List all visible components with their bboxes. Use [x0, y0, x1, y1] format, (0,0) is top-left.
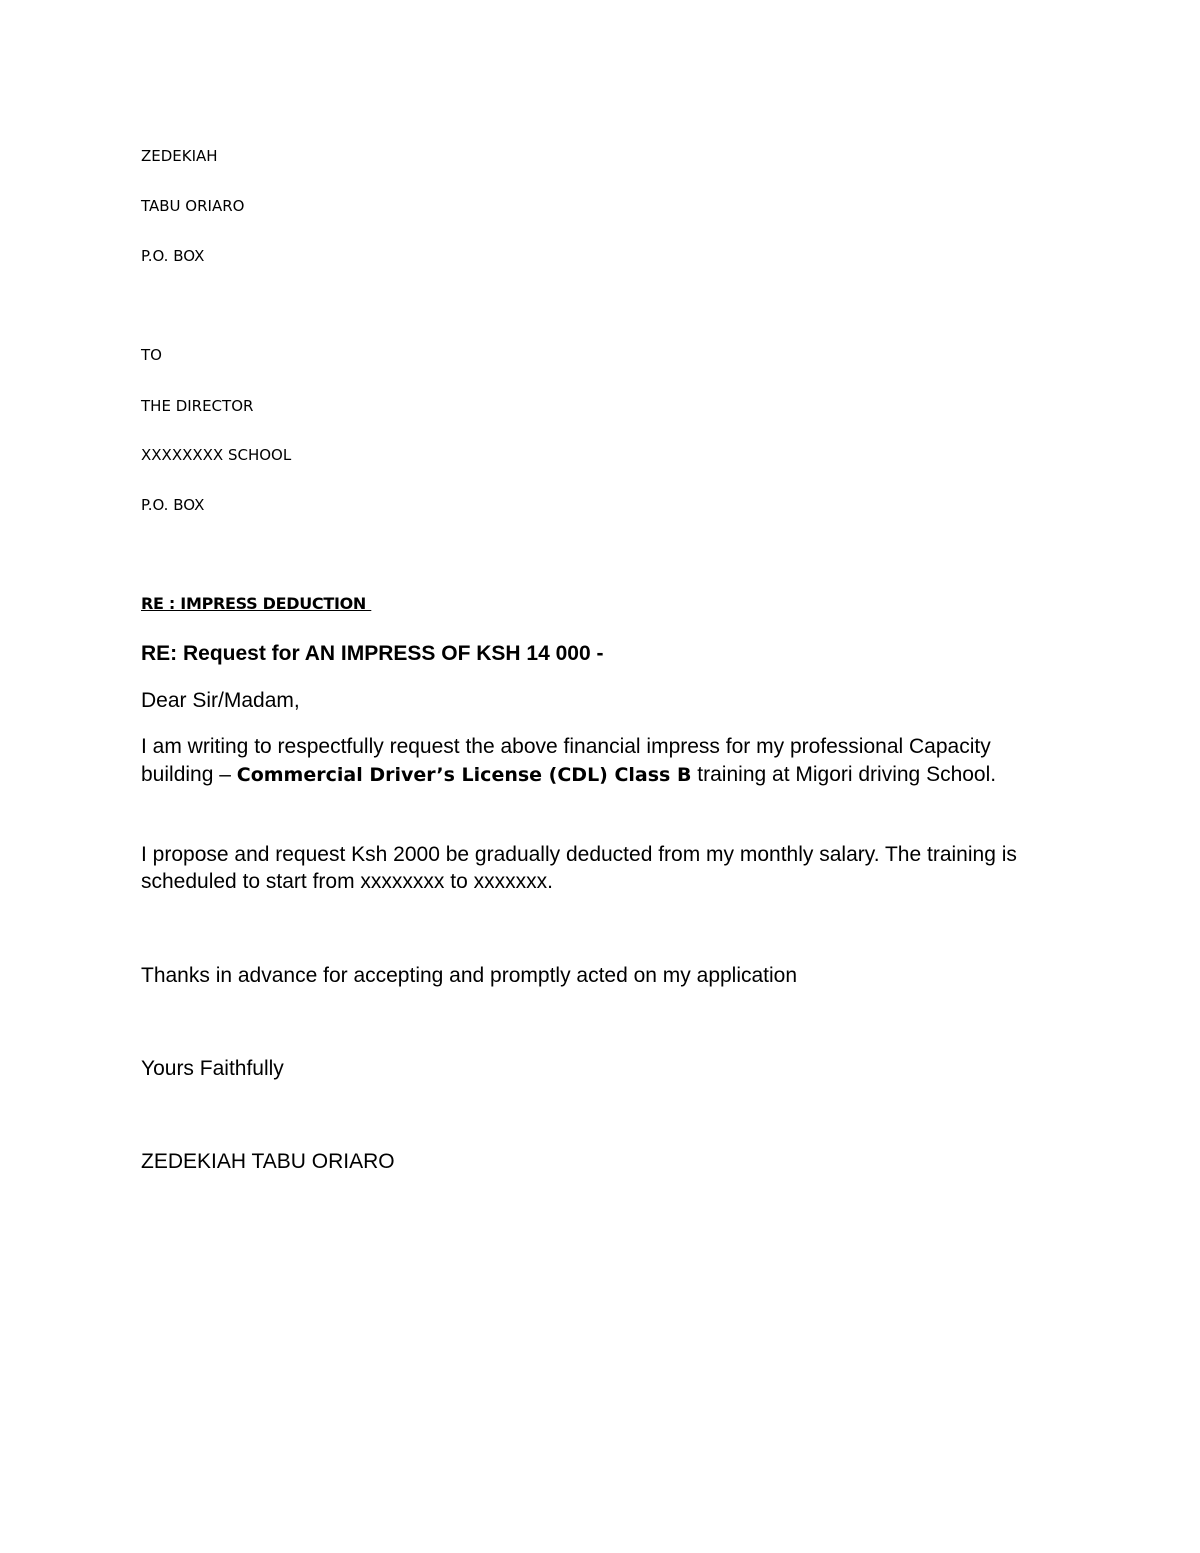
recipient-school: XXXXXXXX SCHOOL: [141, 446, 292, 464]
recipient-title: THE DIRECTOR: [141, 397, 254, 415]
recipient-address: P.O. BOX: [141, 496, 205, 514]
recipient-to: TO: [141, 346, 162, 364]
paragraph-request: [141, 733, 1041, 789]
paragraph-deduction: I propose and request Ksh 2000 be gradually deducted from my monthly salary. The training is scheduled to start from xxxxxxxx to xxxxxxx.: [141, 843, 1017, 893]
sender-name-line2: TABU ORIARO: [141, 197, 245, 215]
thanks-line: Thanks in advance for accepting and promptly acted on my application: [141, 964, 798, 987]
sender-address: P.O. BOX: [141, 247, 205, 265]
paragraph-request-part2: training at Migori driving School.: [691, 763, 997, 786]
paragraph-request-part1: I am writing to respectfully request the above financial impress for my professional Capacity building –: [141, 735, 991, 786]
license-name: Commercial Driver’s License (CDL) Class B: [236, 764, 692, 786]
closing: Yours Faithfully: [141, 1057, 284, 1080]
salutation: Dear Sir/Madam,: [141, 689, 300, 712]
subject-line: RE: Request for AN IMPRESS OF KSH 14 000 -: [141, 642, 604, 665]
signature-name: ZEDEKIAH TABU ORIARO: [141, 1150, 395, 1173]
sender-name-line1: ZEDEKIAH: [141, 147, 218, 165]
re-heading: RE : IMPRESS DEDUCTION: [141, 594, 372, 613]
